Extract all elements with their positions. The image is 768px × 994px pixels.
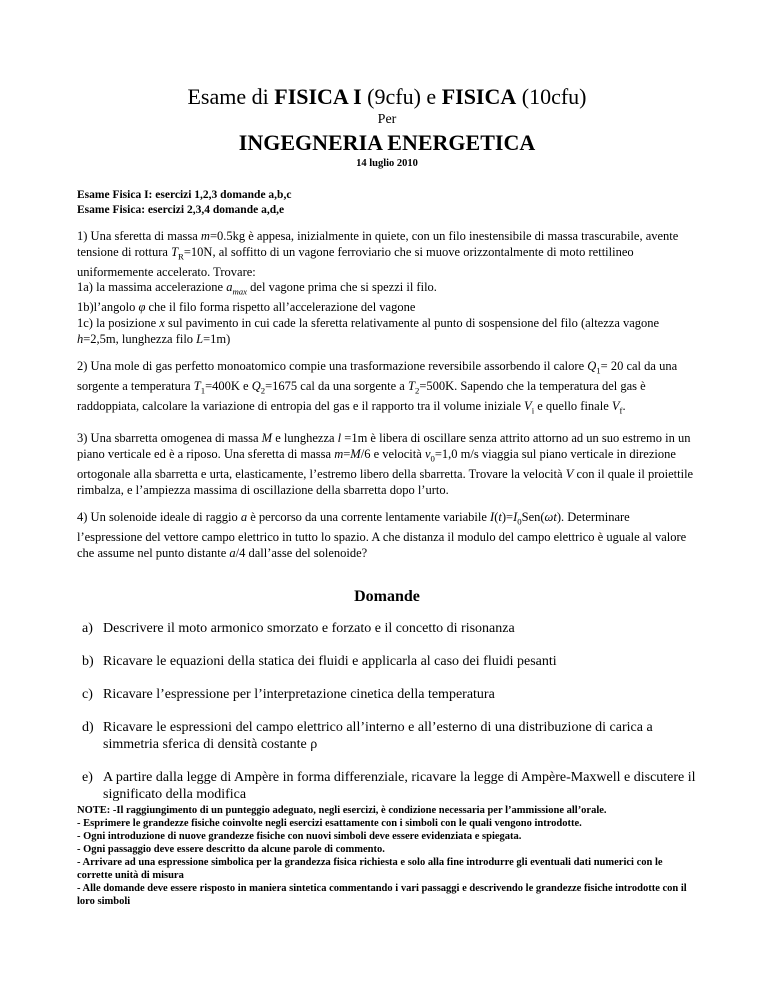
note-line: - Ogni passaggio deve essere descritto da alcune parole di commento.	[77, 843, 385, 855]
note-line: NOTE: -Il raggiungimento di un punteggio adeguato, negli esercizi, è condizione necessaria per l’ammissione all’orale.	[77, 804, 607, 816]
exercise-3-text: 3) Una sbarretta omogenea di massa M e lunghezza l =1m è libera di oscillare senza attrito attorno ad un suo estremo in un piano verticale ed è a riposo. Una sferetta di massa m=M/6 e velocità $v_0=1,0$ m/s viaggia sul piano verticale in direzione ortogonale alla sbarretta e urta, elasticamente, l’estremo libero della sbarretta. Trovare la velocità V con il quale il proiettile rimbalza, e l’ampiezza massima di oscillazione della sbarretta dopo l’urto.	[77, 431, 694, 497]
course-title: INGEGNERIA ENERGETICA	[238, 130, 536, 155]
exam-page	[77, 84, 697, 908]
note-line: - Esprimere le grandezze fisiche coinvolte negli esercizi esattamente con i simboli con le quali vengono introdotte.	[77, 817, 582, 829]
exam-title: Esame di FISICA I (9cfu) e FISICA (10cfu)	[187, 84, 587, 109]
domande-heading: Domande	[354, 587, 420, 605]
exercise-2-text: 2) Una mole di gas perfetto monoatomico compie una trasformazione reversibile assorbendo il calore $Q_1= 20$ cal da una sorgente a temperatura $T_1=400K$ e $Q_2=1675$ cal da una sorgente a $T_2=500K$. Sapendo che la temperatura del gas è raddoppiata, calcolare la variazione di entropia del gas e il rapporto tra il volume iniziale $V_i$ e quello finale $V_f$.	[77, 359, 678, 416]
list-item: b) Ricavare le equazioni della statica dei fluidi e applicarla al caso dei fluidi pesanti	[82, 653, 557, 669]
exercise-1-text: 1) Una sferetta di massa m=0.5kg è appesa, inizialmente in quiete, con un filo inestensibile di massa trascurabile, avente tensione di rottura $T_R=10N$, al soffitto di un vagone ferroviario che si muove orizzontalmente di moto rettilineo uniformemente accelerato. Trovare:	[77, 229, 679, 279]
list-item: e) A partire dalla legge di Ampère in forma differenziale, ricavare la legge di Ampère-Maxwell e discutere il significato della modifica	[82, 769, 696, 802]
list-item: a) Descrivere il moto armonico smorzato e forzato e il concetto di risonanza	[82, 620, 515, 636]
exercise-4	[77, 510, 697, 561]
scope-fisica: Esame Fisica: esercizi 2,3,4 domande a,d,e	[77, 204, 285, 216]
per-label: Per	[377, 112, 397, 127]
exercise-4-text: 4) Un solenoide ideale di raggio a è percorso da una corrente lentamente variabile $I(t)=I_0Sen(\omega t)$. Determinare l’espressione del vettore campo elettrico in tutto lo spazio. A che distanza il modulo del campo elettrico è uguale al valore che assume nel punto distante a/4 dall’asse del solenoide?	[77, 510, 687, 560]
list-item: d) Ricavare le espressioni del campo elettrico all’interno e all’esterno di una distribuzione di carica a simmetria sferica di densità costante ρ	[82, 719, 653, 752]
note-line: - Arrivare ad una espressione simbolica per la grandezza fisica richiesta e solo alla fine introdurre gli eventuali dati numerici con le corrette unità di misura	[77, 856, 663, 881]
note-line: - Alle domande deve essere risposto in maniera sintetica commentando i vari passaggi e descrivendo le grandezze fisiche introdotte con il loro simboli	[77, 882, 687, 907]
scope-fisica-i: Esame Fisica I: esercizi 1,2,3 domande a,b,c	[77, 189, 292, 201]
exercise-1b: 1b)l’angolo φ che il filo forma rispetto all’accelerazione del vagone	[77, 300, 416, 315]
exercise-3	[77, 431, 697, 498]
domande-list	[77, 620, 697, 803]
exercise-1	[77, 229, 697, 347]
exam-date: 14 luglio 2010	[356, 158, 418, 169]
list-item: c) Ricavare l’espressione per l’interpretazione cinetica della temperatura	[82, 686, 495, 702]
exercise-2	[77, 359, 697, 419]
exercise-1c: 1c) la posizione x sul pavimento in cui cade la sferetta relativamente al punto di sospensione del filo (altezza vagone h=2,5m, lunghezza filo L=1m)	[77, 315, 660, 346]
exercise-1a: 1a) la massima accelerazione $a_{max}$ del vagone prima che si spezzi il filo.	[77, 280, 437, 297]
note-line: - Ogni introduzione di nuove grandezze fisiche con nuovi simboli deve essere evidenziata e spiegata.	[77, 830, 522, 842]
exam-scope	[77, 188, 697, 218]
exam-notes	[77, 804, 697, 908]
